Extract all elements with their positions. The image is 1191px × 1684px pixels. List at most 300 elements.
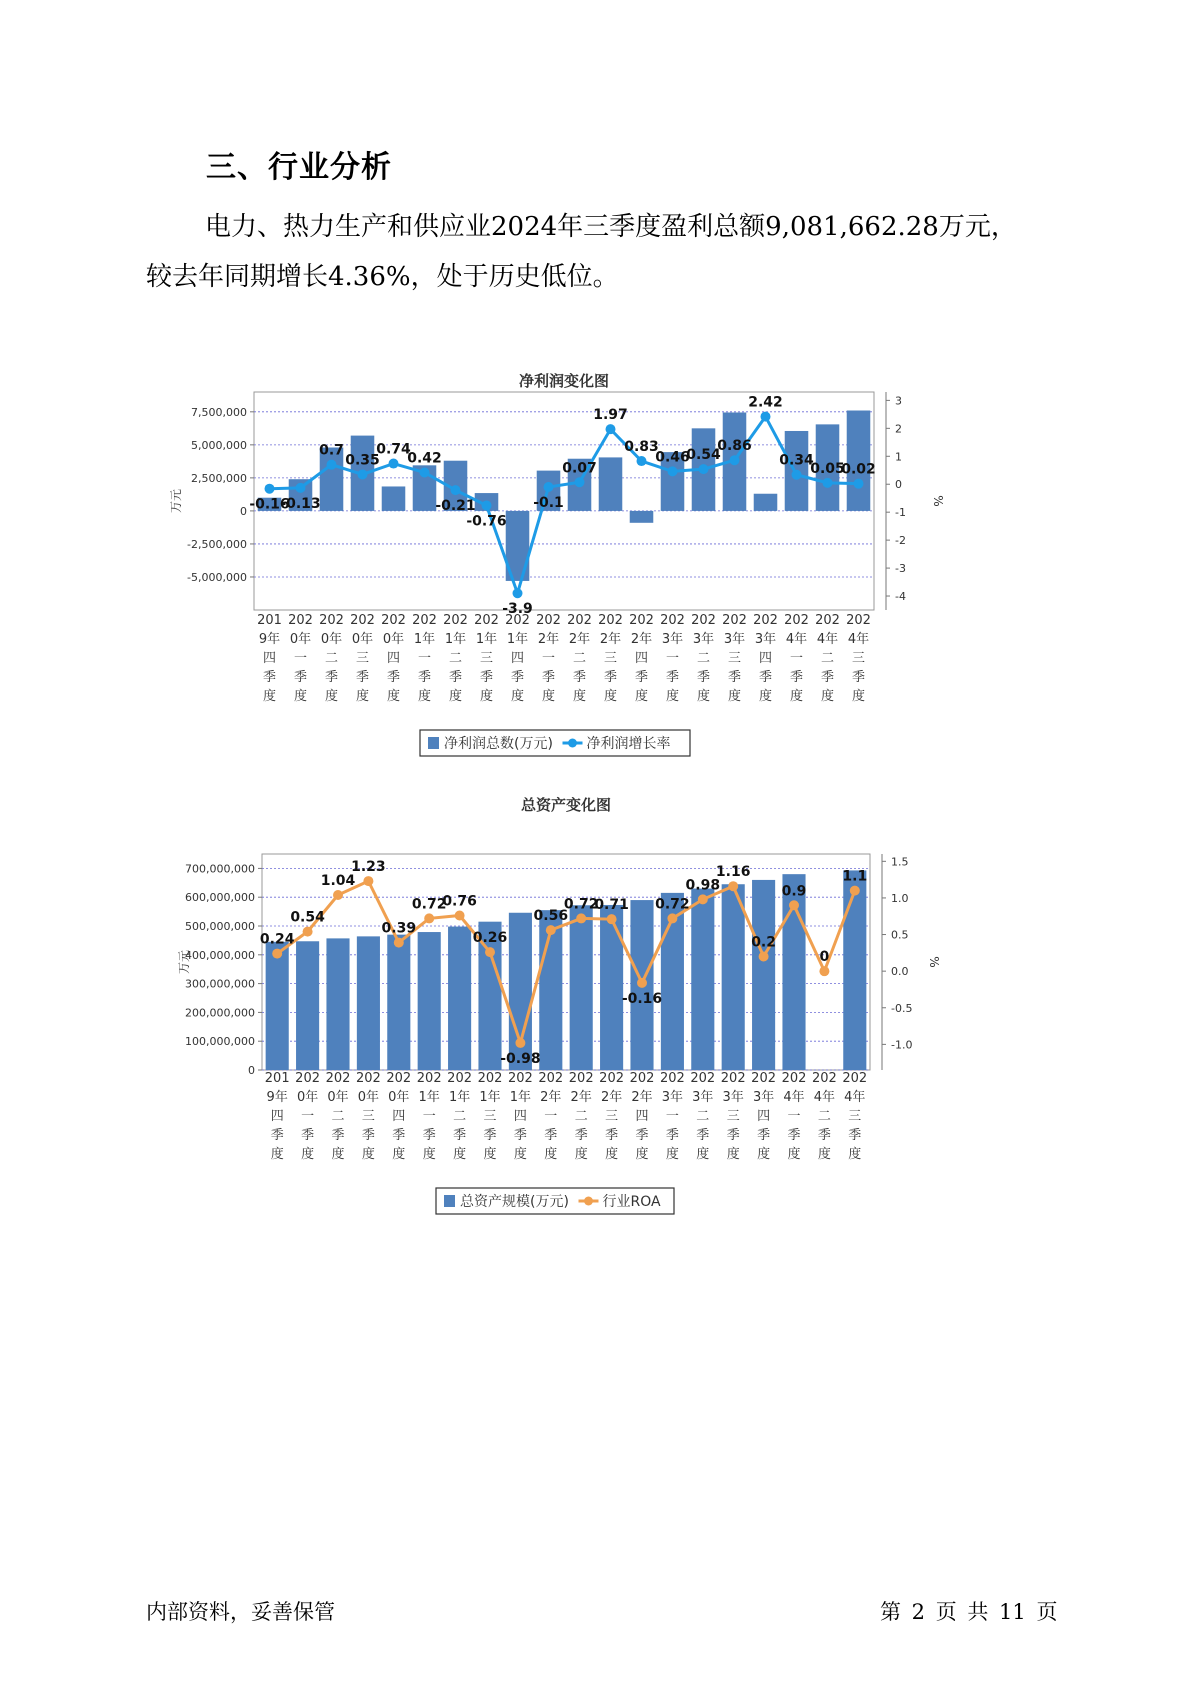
x-tick-label: 度 [726,1147,740,1162]
series-point [544,482,554,492]
x-tick-label: 202 [350,613,375,628]
y-axis-title: 万元 [177,949,191,975]
x-tick-label: 1年 [448,1090,471,1105]
x-tick-label: 季 [301,1128,315,1143]
x-tick-label: 度 [635,1147,649,1162]
data-label: 0.72 [563,896,599,913]
x-tick-label: 202 [477,1071,503,1086]
x-tick-label: 季 [422,1128,436,1143]
x-tick-label: 季 [392,1128,406,1143]
x-tick-label: 202 [288,613,313,628]
data-label: 0.39 [381,920,417,937]
x-tick-label: 2年 [568,632,591,647]
x-tick-label: 3年 [754,632,777,647]
x-tick-label: 202 [412,613,437,628]
legend-line-marker [584,1197,593,1206]
x-tick-label: 202 [751,1071,777,1086]
x-tick-label: 202 [505,613,530,628]
x-tick-label: 季 [479,670,494,685]
data-label: 0.83 [624,439,659,456]
x-tick-label: 202 [722,613,747,628]
x-tick-label: 度 [483,1147,497,1162]
series-point [789,900,799,910]
data-label: 0.86 [717,438,752,455]
data-label: 1.1 [842,868,868,885]
x-tick-label: 202 [720,1071,746,1086]
y-tick-label: 0 [248,1064,255,1077]
bar [600,905,623,1070]
data-label: 0.72 [411,896,447,913]
x-tick-label: 2年 [540,1090,562,1105]
bar [691,889,714,1070]
summary-line-2: 较去年同期增长4.36%，处于历史低位。 [146,262,619,292]
bar [599,457,623,511]
series-point [819,966,829,976]
y-tick-label: 5,000,000 [191,438,247,452]
data-label: 0.2 [751,934,777,951]
x-tick-label: 度 [301,1147,315,1162]
summary-paragraph [146,202,1046,302]
data-label: 0.54 [290,909,325,926]
x-tick-label: 1年 [418,1090,440,1105]
y-axis-title: 万元 [169,488,183,514]
legend-bar-label: 总资产规模(万元) [460,1194,569,1210]
x-tick-label: 202 [629,1071,655,1086]
x-tick-label: 四 [758,651,773,666]
x-tick-label: 一 [301,1109,315,1124]
x-tick-label: 一 [665,651,680,666]
x-tick-label: 二 [820,651,835,666]
x-tick-label: 202 [690,1071,716,1086]
y2-tick-label: 2 [895,422,902,436]
series-point [576,913,586,923]
summary-line-1: 电力、热力生产和供应业2024年三季度盈利总额9,081,662.28万元， [205,212,1017,242]
x-tick-label: 202 [355,1071,381,1086]
x-tick-label: 202 [811,1071,837,1086]
bar [326,938,349,1070]
x-tick-label: 度 [479,689,494,704]
y2-tick-label: 1.5 [891,855,909,869]
y2-tick-label: -2 [895,534,906,548]
x-tick-label: 4年 [816,632,839,647]
x-tick-label: 一 [665,1109,679,1124]
x-tick-label: 度 [262,689,277,704]
y2-tick-label: 0 [895,478,902,492]
x-tick-label: 度 [513,1147,527,1162]
x-tick-label: 1年 [475,632,498,647]
chart-svg [170,322,1000,782]
x-tick-label: 季 [510,670,525,685]
x-tick-label: 2年 [599,632,622,647]
x-tick-label: 202 [538,1071,564,1086]
x-tick-label: 202 [659,1071,685,1086]
x-tick-label: 季 [817,1128,831,1143]
series-point [272,949,282,959]
x-tick-label: 2年 [600,1090,623,1105]
x-tick-label: 四 [634,651,649,666]
x-tick-label: 二 [574,1109,588,1124]
x-tick-label: 度 [510,689,525,704]
x-tick-label: 度 [787,1147,801,1162]
x-tick-label: 度 [544,1147,558,1162]
x-tick-label: 0年 [351,632,374,647]
series-point [854,479,864,489]
bar [382,486,406,510]
y-tick-label: 200,000,000 [185,1006,255,1020]
x-tick-label: 四 [262,651,277,666]
data-label: -0.16 [621,990,663,1007]
y2-tick-label: 1 [895,450,902,464]
x-tick-label: 二 [817,1109,831,1124]
y-tick-label: 2,500,000 [191,471,247,485]
x-tick-label: 三 [603,651,618,666]
x-tick-label: 4年 [847,632,870,647]
x-tick-label: 三 [605,1109,619,1124]
y2-tick-label: 0.0 [891,965,909,979]
y-tick-label: 100,000,000 [185,1035,255,1049]
x-tick-label: 202 [629,613,654,628]
x-tick-label: 季 [483,1128,497,1143]
x-tick-label: 度 [696,689,711,704]
data-label: 0 [819,949,830,966]
x-tick-label: 度 [324,689,339,704]
x-tick-label: 季 [448,670,463,685]
x-tick-label: 度 [603,689,618,704]
x-tick-label: 季 [270,1128,284,1143]
x-tick-label: 季 [848,1128,862,1143]
x-tick-label: 季 [544,1128,558,1143]
data-label: -0.16 [249,496,290,513]
data-label: 0.72 [655,896,690,913]
x-tick-label: 0年 [320,632,343,647]
x-tick-label: 202 [295,1071,321,1086]
x-tick-label: 一 [422,1109,436,1124]
x-tick-label: 度 [634,689,649,704]
series-point [451,485,461,495]
y-tick-label: 7,500,000 [191,405,247,419]
x-tick-label: 202 [381,613,406,628]
x-tick-label: 度 [851,689,866,704]
bar [570,905,593,1070]
x-tick-label: 202 [447,1071,473,1086]
x-tick-label: 三 [483,1109,497,1124]
series-point [698,894,708,904]
y2-tick-label: 3 [895,394,902,408]
bar [752,880,775,1070]
bar [266,942,289,1070]
y-tick-label: 500,000,000 [185,920,255,933]
data-label: 1.97 [593,407,628,424]
series-point [607,914,617,924]
legend [420,730,690,756]
y2-axis-title: % [927,956,941,968]
x-tick-label: 四 [392,1109,406,1124]
x-tick-label: 度 [392,1147,406,1162]
series-point [389,459,399,469]
series-point [637,456,647,466]
bar [357,936,380,1070]
footer-confidential: 内部资料，妥善保管 [146,1600,335,1624]
series-point [850,886,860,896]
legend-line-label: 净利润增长率 [586,736,671,752]
data-label: -0.1 [533,495,564,512]
x-tick-label: 0年 [289,632,312,647]
x-tick-label: 201 [264,1071,290,1086]
x-tick-label: 3年 [661,1090,684,1105]
series-point [358,469,368,479]
data-label: 0.24 [259,931,295,948]
series-point [394,938,404,948]
x-tick-label: 季 [727,670,742,685]
x-tick-label: 三 [727,651,742,666]
data-label: 0.05 [810,460,845,477]
x-tick-label: 季 [634,670,649,685]
x-tick-label: 季 [696,670,711,685]
data-label: 0.7 [319,442,344,459]
x-tick-label: 度 [789,689,804,704]
data-label: -3.9 [502,601,533,618]
x-tick-label: 3年 [722,1090,744,1105]
x-tick-label: 四 [635,1109,649,1124]
x-tick-label: 度 [665,1147,679,1162]
x-tick-label: 季 [361,1128,375,1143]
y2-tick-label: 1.0 [891,891,909,905]
x-tick-label: 202 [660,613,685,628]
series-point [513,588,523,598]
bar [418,932,441,1070]
legend [436,1188,674,1214]
data-label: 1.04 [320,873,356,890]
bar [722,884,745,1070]
x-tick-label: 季 [513,1128,527,1143]
x-tick-label: 度 [541,689,556,704]
x-tick-label: 202 [846,613,871,628]
series-point [424,913,434,923]
y-tick-label: -2,500,000 [187,537,247,551]
x-tick-label: 季 [603,670,618,685]
x-tick-label: 季 [758,670,773,685]
x-tick-label: 202 [386,1071,412,1086]
x-tick-label: 一 [293,651,308,666]
bar [630,511,654,523]
x-tick-label: 季 [331,1128,345,1143]
x-tick-label: 4年 [783,1090,805,1105]
x-tick-label: 三 [479,651,494,666]
x-tick-label: 度 [448,689,463,704]
x-tick-label: 度 [293,689,308,704]
x-tick-label: 3年 [661,632,684,647]
x-tick-label: 四 [510,651,525,666]
chart-title: 净利润变化图 [518,372,610,390]
x-tick-label: 9年 [266,1090,288,1105]
x-tick-label: 季 [757,1128,771,1143]
x-tick-label: 季 [696,1128,710,1143]
bar [296,941,319,1070]
y-tick-label: 0 [240,504,247,518]
total-assets-chart [170,796,1000,1260]
x-tick-label: 度 [361,1147,375,1162]
x-tick-label: 度 [605,1147,619,1162]
series-point [546,925,556,935]
x-tick-label: 9年 [258,632,281,647]
x-tick-label: 度 [758,689,773,704]
y2-axis-title: % [931,495,945,507]
y2-tick-label: -4 [895,590,906,604]
data-label: 0.9 [781,883,807,900]
x-tick-label: 季 [572,670,587,685]
x-tick-label: 季 [726,1128,740,1143]
series-point [485,947,495,957]
series-point [303,927,313,937]
series-point [823,478,833,488]
x-tick-label: 202 [443,613,468,628]
data-label: 0.71 [594,897,629,914]
series-point [265,484,275,494]
x-tick-label: 0年 [388,1090,410,1105]
data-label: 0.54 [686,447,721,464]
bar [754,494,778,511]
data-label: 0.76 [442,893,477,910]
x-tick-label: 度 [422,1147,436,1162]
data-label: 0.26 [472,930,508,947]
x-tick-label: 季 [417,670,432,685]
series-point [730,455,740,465]
x-tick-label: 一 [789,651,804,666]
x-tick-label: 季 [787,1128,801,1143]
section-heading: 三、行业分析 [206,150,392,185]
x-tick-label: 0年 [357,1090,380,1105]
x-tick-label: 202 [319,613,344,628]
x-tick-label: 202 [599,1071,625,1086]
legend-line-label: 行业ROA [602,1194,661,1210]
bar [843,870,866,1070]
x-tick-label: 度 [757,1147,771,1162]
x-tick-label: 4年 [785,632,808,647]
x-tick-label: 度 [386,689,401,704]
y2-tick-label: -0.5 [891,1001,913,1015]
x-tick-label: 度 [665,689,680,704]
x-tick-label: 季 [665,670,680,685]
data-label: 0.02 [841,461,876,478]
x-tick-label: 1年 [479,1090,501,1105]
x-tick-label: 202 [598,613,623,628]
series-point [482,500,492,510]
x-tick-label: 202 [568,1071,594,1086]
x-tick-label: 度 [727,689,742,704]
x-tick-label: 四 [270,1109,284,1124]
x-tick-label: 3年 [692,632,715,647]
data-label: 1.23 [351,859,386,876]
x-tick-label: 2年 [630,632,653,647]
data-label: 1.16 [715,864,751,881]
data-label: 0.34 [779,452,814,469]
x-tick-label: 二 [696,1109,710,1124]
x-tick-label: 季 [789,670,804,685]
x-tick-label: 202 [781,1071,807,1086]
y2-tick-label: -1 [895,506,906,520]
chart-title: 总资产变化图 [520,796,612,814]
x-tick-label: 4年 [813,1090,836,1105]
x-tick-label: 202 [784,613,809,628]
data-label: -0.13 [280,495,321,512]
x-tick-label: 四 [757,1109,771,1124]
x-tick-label: 202 [567,613,592,628]
legend-bar-swatch [444,1195,455,1207]
x-tick-label: 一 [417,651,432,666]
series-point [759,952,769,962]
data-label: -0.76 [466,513,507,530]
x-tick-label: 二 [696,651,711,666]
y-tick-label: -5,000,000 [187,570,247,584]
x-tick-label: 度 [270,1147,284,1162]
data-label: -0.21 [435,498,476,515]
x-tick-label: 季 [665,1128,679,1143]
x-tick-label: 季 [453,1128,467,1143]
legend-bar-label: 净利润总数(万元) [444,736,553,752]
x-tick-label: 度 [817,1147,831,1162]
series-point [667,913,677,923]
x-tick-label: 2年 [570,1090,592,1105]
x-tick-label: 1年 [506,632,529,647]
x-tick-label: 度 [696,1147,710,1162]
data-label: 0.74 [376,441,411,458]
x-tick-label: 度 [331,1147,345,1162]
data-label: -0.98 [500,1050,541,1067]
series-point [296,483,306,493]
y2-tick-label: -3 [895,562,906,576]
x-tick-label: 二 [331,1109,345,1124]
x-tick-label: 202 [474,613,499,628]
series-point [761,412,771,422]
x-tick-label: 季 [635,1128,649,1143]
x-tick-label: 四 [386,651,401,666]
x-tick-label: 202 [416,1071,442,1086]
series-point [575,477,585,487]
x-tick-label: 3年 [752,1090,775,1105]
x-tick-label: 三 [851,651,866,666]
x-tick-label: 一 [541,651,556,666]
x-tick-label: 季 [386,670,401,685]
data-label: 0.98 [685,877,721,894]
x-tick-label: 202 [753,613,778,628]
x-tick-label: 202 [507,1071,533,1086]
data-label: 0.56 [533,908,569,925]
x-tick-label: 一 [787,1109,801,1124]
x-tick-label: 季 [541,670,556,685]
x-tick-label: 度 [574,1147,588,1162]
x-tick-label: 三 [848,1109,862,1124]
x-tick-label: 三 [361,1109,375,1124]
data-label: 0.35 [345,452,380,469]
x-tick-label: 度 [453,1147,467,1162]
x-tick-label: 三 [726,1109,740,1124]
legend-line-marker [568,739,577,748]
series-point [699,464,709,474]
x-tick-label: 三 [355,651,370,666]
data-label: 2.42 [748,394,783,411]
series-point [420,467,430,477]
series-point [637,978,647,988]
x-tick-label: 202 [325,1071,351,1086]
series-point [333,890,343,900]
x-tick-label: 4年 [844,1090,866,1105]
x-tick-label: 202 [842,1071,868,1086]
legend-bar-swatch [428,737,439,749]
y-tick-label: 400,000,000 [185,948,255,962]
x-tick-label: 1年 [509,1090,532,1105]
y2-tick-label: 0.5 [891,928,909,942]
x-tick-label: 二 [324,651,339,666]
